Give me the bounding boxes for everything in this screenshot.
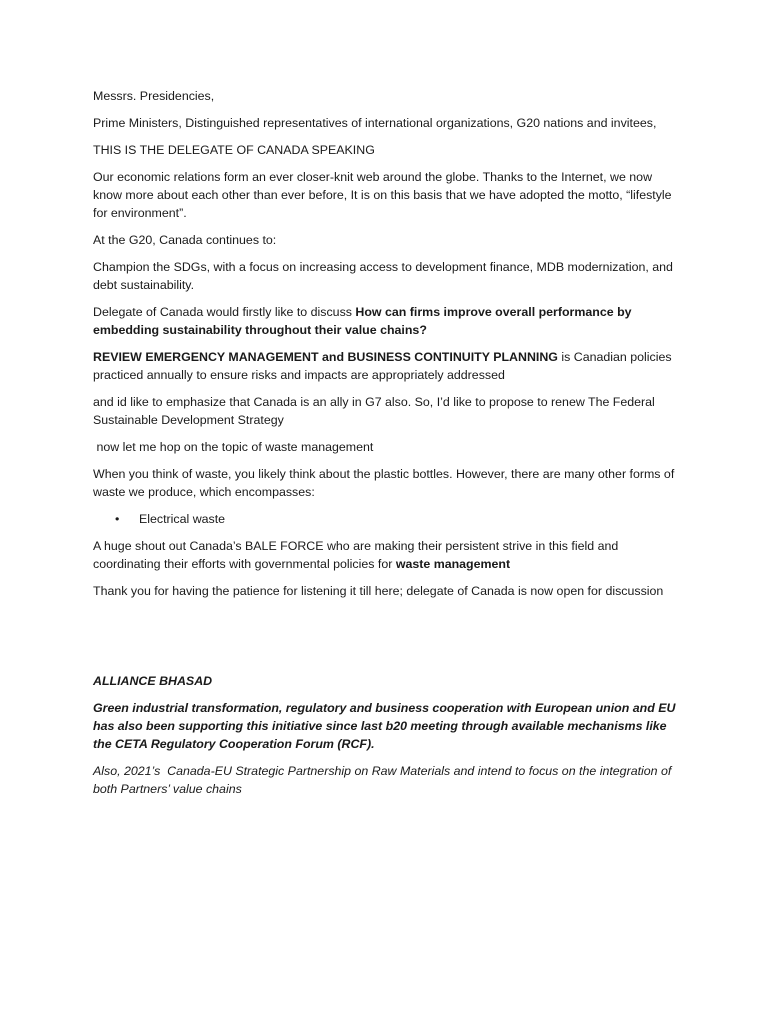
address-line: Prime Ministers, Distinguished representatives of international organizations, G20 nations and invitees, bbox=[93, 116, 657, 130]
paragraph-review bbox=[93, 348, 683, 384]
list-item bbox=[115, 510, 683, 528]
paragraph-waste-topic: now let me hop on the topic of waste management bbox=[93, 440, 374, 454]
bullet-icon: • bbox=[115, 512, 120, 526]
paragraph-champion-sdgs: Champion the SDGs, with a focus on increasing access to development finance, MDB modernization, and debt sustainability. bbox=[93, 260, 673, 292]
paragraph-g20: At the G20, Canada continues to: bbox=[93, 233, 277, 247]
review-text: is Canadian policies practiced annually to ensure risks and impacts are appropriately addressed bbox=[93, 350, 672, 382]
bullet-text: Electrical waste bbox=[139, 512, 226, 526]
alliance-heading: ALLIANCE BHASAD bbox=[93, 674, 213, 688]
shout-out-text: A huge shout out Canada’s BALE FORCE who are making their persistent strive in this field and coordinating their efforts with governmental policies for bbox=[93, 539, 619, 571]
salutation: Messrs. Presidencies, bbox=[93, 89, 215, 103]
paragraph-economic-relations: Our economic relations form an ever closer-knit web around the globe. Thanks to the Internet, we now know more about each other than ever before, It is on this basis that we have adopted the motto, “lifestyle for environment”. bbox=[93, 170, 672, 220]
paragraph-g7: and id like to emphasize that Canada is an ally in G7 also. So, I’d like to propose to renew The Federal Sustainable Development Strategy bbox=[93, 395, 655, 427]
paragraph-discuss bbox=[93, 303, 683, 339]
paragraph-thanks: Thank you for having the patience for listening it till here; delegate of Canada is now open for discussion bbox=[93, 584, 664, 598]
speaker-line: THIS IS THE DELEGATE OF CANADA SPEAKING bbox=[93, 143, 375, 157]
review-heading: REVIEW EMERGENCY MANAGEMENT and BUSINESS CONTINUITY PLANNING bbox=[93, 350, 558, 364]
shout-out-bold: waste management bbox=[395, 557, 511, 571]
spacer bbox=[93, 609, 683, 672]
alliance-paragraph: Green industrial transformation, regulatory and business cooperation with European union and EU has also been supporting this initiative since last b20 meeting through available mechanisms like the CETA Regulatory Cooperation Forum (RCF). bbox=[93, 701, 676, 751]
discuss-question: How can firms improve overall performance by embedding sustainability throughout their value chains? bbox=[93, 305, 632, 337]
paragraph-shout-out bbox=[93, 537, 683, 573]
document-body bbox=[93, 87, 683, 807]
alliance-raw-materials: Also, 2021’s Canada-EU Strategic Partnership on Raw Materials and intend to focus on the integration of both Partners’ value chains bbox=[93, 764, 675, 796]
discuss-text: Delegate of Canada would firstly like to discuss bbox=[93, 305, 356, 319]
paragraph-waste-think: When you think of waste, you likely think about the plastic bottles. However, there are many other forms of waste we produce, which encompasses: bbox=[93, 467, 675, 499]
